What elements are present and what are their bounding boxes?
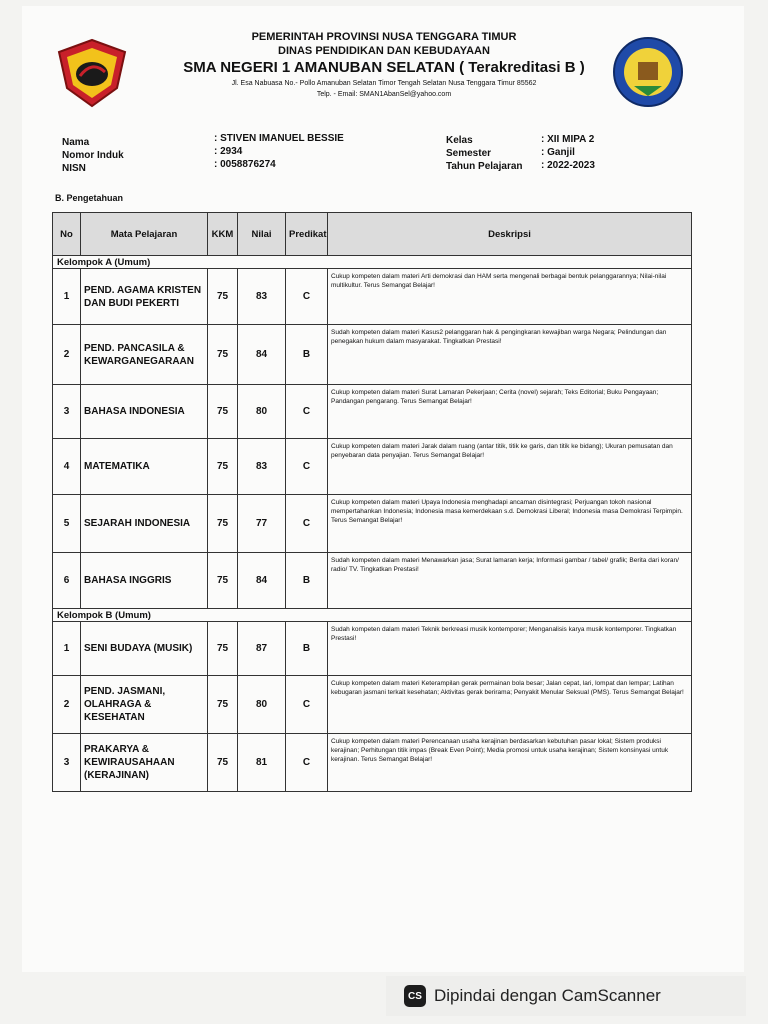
cell-predikat: C	[286, 439, 328, 495]
cell-subject: PRAKARYA & KEWIRAUSAHAAN (KERAJINAN)	[81, 734, 208, 792]
school-contact: Telp. - Email: SMAN1AbanSel@yahoo.com	[316, 91, 452, 98]
cell-subject: PEND. JASMANI, OLAHRAGA & KESEHATAN	[81, 676, 208, 734]
cell-predikat: B	[286, 325, 328, 385]
cell-kkm: 75	[208, 676, 238, 734]
dept-title: DINAS PENDIDIKAN DAN KEBUDAYAAN	[278, 45, 490, 57]
nama-value: : STIVEN IMANUEL BESSIE	[214, 133, 344, 144]
cell-kkm: 75	[208, 325, 238, 385]
table-row	[53, 385, 692, 439]
nisn-value: : 0058876274	[214, 159, 276, 170]
cell-kkm: 75	[208, 495, 238, 553]
cell-subject: PEND. AGAMA KRISTEN DAN BUDI PEKERTI	[81, 269, 208, 325]
group-b-label: Kelompok B (Umum)	[53, 609, 692, 622]
gov-title: PEMERINTAH PROVINSI NUSA TENGGARA TIMUR	[251, 31, 517, 43]
col-nilai: Nilai	[238, 213, 286, 256]
nisn-label: NISN	[62, 163, 86, 174]
cell-no: 3	[53, 734, 81, 792]
cell-no: 5	[53, 495, 81, 553]
cell-predikat: C	[286, 495, 328, 553]
kelas-value: : XII MIPA 2	[541, 134, 595, 145]
cell-no: 6	[53, 553, 81, 609]
cell-subject: BAHASA INDONESIA	[81, 385, 208, 439]
table-row	[53, 269, 692, 325]
school-address: Jl. Esa Nabuasa No.- Pollo Amanuban Selatan Timor Tengah Selatan Nusa Tenggara Timur 85562	[231, 80, 537, 87]
cell-subject: SEJARAH INDONESIA	[81, 495, 208, 553]
cell-nilai: 81	[238, 734, 286, 792]
cell-kkm: 75	[208, 622, 238, 676]
cell-subject: BAHASA INGGRIS	[81, 553, 208, 609]
cell-kkm: 75	[208, 385, 238, 439]
letterhead	[0, 30, 768, 100]
cell-deskripsi: Cukup kompeten dalam materi Arti demokrasi dan HAM serta mengenali berbagai bentuk pelanggarannya; Nilai-nilai multikultur. Terus Semangat Belajar!	[328, 269, 692, 325]
cell-subject: PEND. PANCASILA & KEWARGANEGARAAN	[81, 325, 208, 385]
tahun-value: : 2022-2023	[541, 160, 595, 171]
cell-nilai: 80	[238, 385, 286, 439]
cell-deskripsi: Cukup kompeten dalam materi Upaya Indonesia menghadapi ancaman disintegrasi; Perjuangan tokoh nasional mempertahankan Indonesia; Indonesia masa kemerdekaan s.d. Demokrasi Liberal; Indonesia masa Demokrasi Terpimpin. Terus Semangat Belajar!	[328, 495, 692, 553]
class-labels	[446, 134, 523, 173]
cell-nilai: 83	[238, 269, 286, 325]
table-row	[53, 553, 692, 609]
col-no: No	[53, 213, 81, 256]
group-row	[53, 256, 692, 269]
section-title: B. Pengetahuan	[55, 193, 124, 203]
cell-predikat: C	[286, 269, 328, 325]
table-header-row	[53, 213, 692, 256]
cell-deskripsi: Cukup kompeten dalam materi Perencanaan usaha kerajinan berdasarkan kebutuhan pasar lokal; Sistem produksi kerajinan; Perhitungan titik impas (Break Even Point); Media promosi untuk usaha kerajinan; Sistem konsinyasi untuk kerajinan. Terus Semangat Belajar!	[328, 734, 692, 792]
col-deskripsi: Deskripsi	[328, 213, 692, 256]
kelas-label: Kelas	[446, 135, 473, 146]
camscanner-text: Dipindai dengan CamScanner	[434, 986, 661, 1005]
cell-subject: MATEMATIKA	[81, 439, 208, 495]
table-row	[53, 439, 692, 495]
cell-kkm: 75	[208, 734, 238, 792]
cell-no: 2	[53, 676, 81, 734]
table-row	[53, 734, 692, 792]
student-labels	[62, 136, 124, 175]
induk-label: Nomor Induk	[62, 150, 124, 161]
cell-subject: SENI BUDAYA (MUSIK)	[81, 622, 208, 676]
cell-no: 2	[53, 325, 81, 385]
cell-predikat: C	[286, 385, 328, 439]
col-predikat: Predikat	[286, 213, 328, 256]
grades-table	[52, 212, 692, 792]
table-row	[53, 622, 692, 676]
cell-predikat: C	[286, 676, 328, 734]
cell-deskripsi: Cukup kompeten dalam materi Jarak dalam ruang (antar titik, titik ke garis, dan titik ke bidang); Ukuran pemusatan dan penyebaran data penyajian. Terus Semangat Belajar!	[328, 439, 692, 495]
tahun-label: Tahun Pelajaran	[446, 161, 523, 172]
cell-no: 4	[53, 439, 81, 495]
col-kkm: KKM	[208, 213, 238, 256]
cell-kkm: 75	[208, 439, 238, 495]
cell-predikat: B	[286, 622, 328, 676]
cell-no: 1	[53, 269, 81, 325]
cell-kkm: 75	[208, 269, 238, 325]
group-row	[53, 609, 692, 622]
cell-nilai: 84	[238, 325, 286, 385]
cell-deskripsi: Sudah kompeten dalam materi Kasus2 pelanggaran hak & pengingkaran kewajiban warga Negara; Pelindungan dan penegakan hukum dalam masyarakat. Tingkatkan Prestasi!	[328, 325, 692, 385]
table-row	[53, 495, 692, 553]
cell-no: 1	[53, 622, 81, 676]
table-row	[53, 325, 692, 385]
semester-label: Semester	[446, 148, 492, 159]
student-values	[214, 132, 344, 171]
cell-predikat: B	[286, 553, 328, 609]
cell-deskripsi: Sudah kompeten dalam materi Teknik berkreasi musik kontemporer; Menganalisis karya musik kontemporer. Tingkatkan Prestasi!	[328, 622, 692, 676]
cell-nilai: 83	[238, 439, 286, 495]
cell-deskripsi: Cukup kompeten dalam materi Keterampilan gerak permainan bola besar; Jalan cepat, lari, lompat dan lempar; Latihan kebugaran jasmani terkait kesehatan; Aktivitas gerak berirama; Penyakit Menular Seksual (PMS). Terus Semangat Belajar!	[328, 676, 692, 734]
cell-nilai: 77	[238, 495, 286, 553]
col-subject: Mata Pelajaran	[81, 213, 208, 256]
camscanner-watermark	[386, 976, 746, 1016]
camscanner-icon: CS	[404, 985, 426, 1007]
cell-deskripsi: Cukup kompeten dalam materi Surat Lamaran Pekerjaan; Cerita (novel) sejarah; Teks Editorial; Buku Pengayaan; Pandangan pengarang. Terus Semangat Belajar!	[328, 385, 692, 439]
cell-nilai: 84	[238, 553, 286, 609]
school-title: SMA NEGERI 1 AMANUBAN SELATAN ( Terakreditasi B )	[183, 59, 585, 76]
group-a-label: Kelompok A (Umum)	[53, 256, 692, 269]
induk-value: : 2934	[214, 146, 243, 157]
nama-label: Nama	[62, 137, 90, 148]
cell-kkm: 75	[208, 553, 238, 609]
cell-nilai: 80	[238, 676, 286, 734]
semester-value: : Ganjil	[541, 147, 575, 158]
cell-no: 3	[53, 385, 81, 439]
class-values	[541, 133, 595, 172]
cell-deskripsi: Sudah kompeten dalam materi Menawarkan jasa; Surat lamaran kerja; Informasi gambar / tabel/ grafik; Berita dari koran/ radio/ TV. Tingkatkan Prestasi!	[328, 553, 692, 609]
cell-predikat: C	[286, 734, 328, 792]
table-row	[53, 676, 692, 734]
cell-nilai: 87	[238, 622, 286, 676]
